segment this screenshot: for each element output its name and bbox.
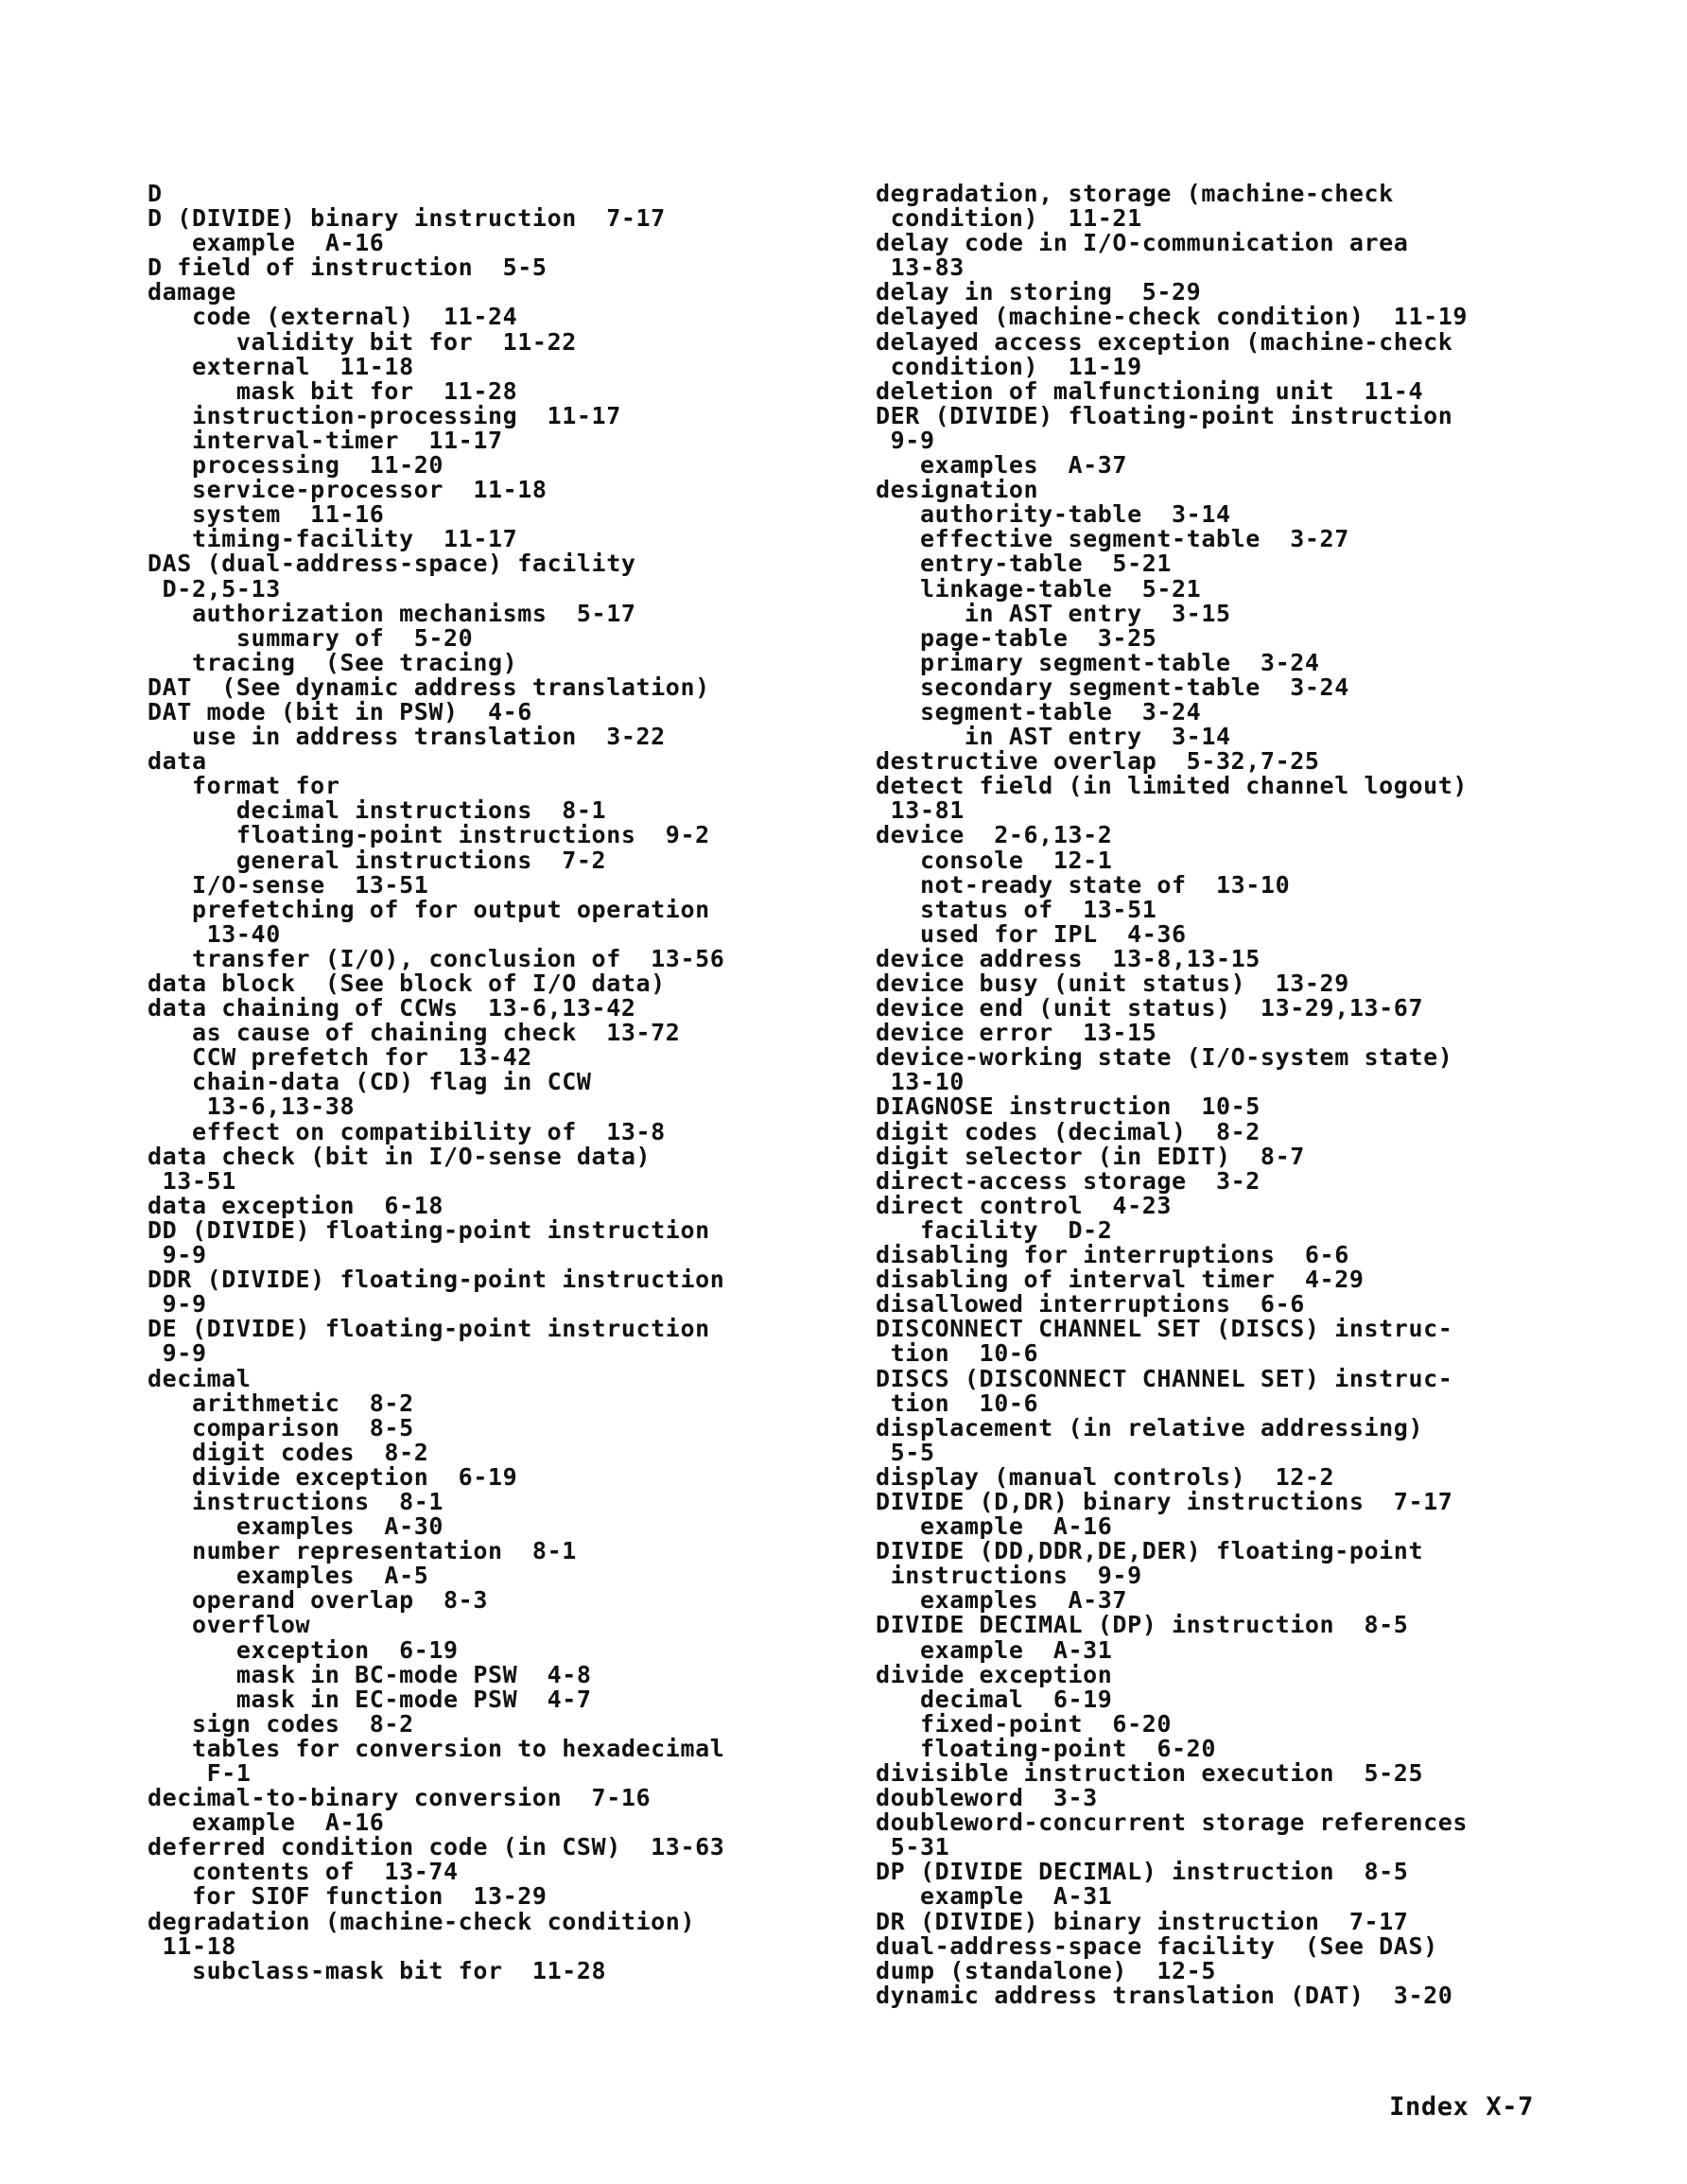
index-entry: data exception 6-18 xyxy=(148,1191,444,1219)
index-entry: prefetching of for output operation xyxy=(148,895,710,923)
index-entry: example A-31 xyxy=(876,1882,1113,1911)
index-entry: degradation, storage (machine-check xyxy=(876,180,1394,207)
index-entry: sign codes 8-2 xyxy=(148,1709,414,1738)
index-entry: number representation 8-1 xyxy=(148,1537,577,1565)
index-entry: divide exception 6-19 xyxy=(148,1462,518,1491)
index-entry: subclass-mask bit for 11-28 xyxy=(148,1956,607,1984)
index-entry: contents of 13-74 xyxy=(148,1858,459,1886)
index-entry: transfer (I/O), conclusion of 13-56 xyxy=(148,944,725,972)
index-entry: console 12-1 xyxy=(876,846,1113,874)
index-entry: DR (DIVIDE) binary instruction 7-17 xyxy=(876,1907,1409,1935)
index-entry: service-processor 11-18 xyxy=(148,476,548,504)
index-entry: dump (standalone) 12-5 xyxy=(876,1956,1216,1984)
index-entry: in AST entry 3-14 xyxy=(876,723,1231,751)
index-entry: linkage-table 5-21 xyxy=(876,574,1202,603)
index-entry: 13-10 xyxy=(876,1068,965,1096)
index-entry: delay in storing 5-29 xyxy=(876,278,1202,306)
index-entry: floating-point instructions 9-2 xyxy=(148,821,710,849)
index-entry: processing 11-20 xyxy=(148,451,444,480)
index-entry: used for IPL 4-36 xyxy=(876,919,1187,948)
index-entry: format for xyxy=(148,772,340,800)
index-entry: condition) 11-21 xyxy=(876,204,1142,233)
index-entry: timing-facility 11-17 xyxy=(148,525,518,553)
index-entry: decimal xyxy=(148,1364,252,1392)
index-entry: 9-9 xyxy=(148,1339,207,1368)
index-entry: CCW prefetch for 13-42 xyxy=(148,1043,532,1072)
index-entry: authority-table 3-14 xyxy=(876,500,1231,529)
index-entry: deferred condition code (in CSW) 13-63 xyxy=(148,1833,725,1861)
index-entry: data xyxy=(148,747,207,776)
index-entry: destructive overlap 5-32,7-25 xyxy=(876,747,1320,776)
index-entry: doubleword-concurrent storage references xyxy=(876,1808,1469,1837)
index-entry: divide exception xyxy=(876,1660,1113,1688)
index-entry: dynamic address translation (DAT) 3-20 xyxy=(876,1981,1453,2009)
index-entry: instructions 8-1 xyxy=(148,1487,444,1515)
index-entry: device 2-6,13-2 xyxy=(876,821,1113,849)
index-entry: external 11-18 xyxy=(148,352,414,380)
index-entry: device end (unit status) 13-29,13-67 xyxy=(876,994,1424,1022)
index-entry: D (DIVIDE) binary instruction 7-17 xyxy=(148,204,666,233)
index-entry: instruction-processing 11-17 xyxy=(148,401,621,429)
index-entry: examples A-37 xyxy=(876,451,1128,480)
index-entry: 13-81 xyxy=(876,796,965,825)
index-entry: tables for conversion to hexadecimal xyxy=(148,1734,725,1762)
index-entry: DP (DIVIDE DECIMAL) instruction 8-5 xyxy=(876,1858,1409,1886)
index-entry: DDR (DIVIDE) floating-point instruction xyxy=(148,1266,725,1294)
index-entry: disabling of interval timer 4-29 xyxy=(876,1266,1365,1294)
index-entry: 5-31 xyxy=(876,1833,950,1861)
index-entry: mask bit for 11-28 xyxy=(148,376,518,405)
index-entry: display (manual controls) 12-2 xyxy=(876,1462,1335,1491)
index-entry: D-2,5-13 xyxy=(148,574,281,603)
index-entry: 9-9 xyxy=(148,1241,207,1269)
index-entry: delayed access exception (machine-check xyxy=(876,327,1453,356)
index-entry: DIVIDE (DD,DDR,DE,DER) floating-point xyxy=(876,1537,1424,1565)
index-entry: delayed (machine-check condition) 11-19 xyxy=(876,303,1469,331)
index-entry: mask in EC-mode PSW 4-7 xyxy=(148,1685,592,1713)
index-entry: instructions 9-9 xyxy=(876,1562,1142,1590)
index-entry: divisible instruction execution 5-25 xyxy=(876,1759,1424,1787)
index-entry: condition) 11-19 xyxy=(876,352,1142,380)
index-entry: code (external) 11-24 xyxy=(148,303,518,331)
index-entry: D xyxy=(148,180,163,207)
index-entry: chain-data (CD) flag in CCW xyxy=(148,1068,592,1096)
index-entry: DAT (See dynamic address translation) xyxy=(148,673,710,701)
index-entry: for SIOF function 13-29 xyxy=(148,1882,548,1911)
index-entry: 13-6,13-38 xyxy=(148,1092,356,1121)
index-entry: examples A-37 xyxy=(876,1586,1128,1615)
index-entry: examples A-30 xyxy=(148,1512,444,1541)
index-entry: 5-5 xyxy=(876,1438,935,1466)
index-entry: primary segment-table 3-24 xyxy=(876,648,1320,676)
index-entry: effective segment-table 3-27 xyxy=(876,525,1349,553)
index-entry: interval-timer 11-17 xyxy=(148,426,503,454)
index-entry: tracing (See tracing) xyxy=(148,648,518,676)
index-entry: exception 6-19 xyxy=(148,1635,459,1664)
index-entry: device error 13-15 xyxy=(876,1019,1157,1047)
index-entry: status of 13-51 xyxy=(876,895,1157,923)
index-entry: direct-access storage 3-2 xyxy=(876,1166,1261,1195)
index-entry: examples A-5 xyxy=(148,1562,429,1590)
index-entry: validity bit for 11-22 xyxy=(148,327,577,356)
index-entry: DE (DIVIDE) floating-point instruction xyxy=(148,1315,710,1343)
index-entry: DD (DIVIDE) floating-point instruction xyxy=(148,1215,710,1244)
index-entry: comparison 8-5 xyxy=(148,1413,414,1441)
index-column-right xyxy=(876,182,1538,2008)
index-entry: decimal instructions 8-1 xyxy=(148,796,607,825)
index-entry: page-table 3-25 xyxy=(876,623,1157,652)
index-entry: 13-83 xyxy=(876,253,965,282)
index-entry: 9-9 xyxy=(148,1290,207,1319)
index-entry: tion 10-6 xyxy=(876,1339,1039,1368)
index-entry: disabling for interruptions 6-6 xyxy=(876,1241,1349,1269)
index-entry: disallowed interruptions 6-6 xyxy=(876,1290,1305,1319)
index-entry: floating-point 6-20 xyxy=(876,1734,1216,1762)
index-entry: digit codes 8-2 xyxy=(148,1438,429,1466)
index-entry: device-working state (I/O-system state) xyxy=(876,1043,1453,1072)
index-entry: damage xyxy=(148,278,236,306)
index-entry: delay code in I/O-communication area xyxy=(876,229,1409,257)
index-entry: device address 13-8,13-15 xyxy=(876,944,1261,972)
index-entry: doubleword 3-3 xyxy=(876,1784,1098,1812)
index-entry: summary of 5-20 xyxy=(148,623,474,652)
index-entry: designation xyxy=(876,476,1039,504)
index-entry: DISCONNECT CHANNEL SET (DISCS) instruc- xyxy=(876,1315,1453,1343)
index-entry: example A-31 xyxy=(876,1635,1113,1664)
index-entry: decimal 6-19 xyxy=(876,1685,1113,1713)
index-entry: arithmetic 8-2 xyxy=(148,1389,414,1417)
index-entry: data chaining of CCWs 13-6,13-42 xyxy=(148,994,636,1022)
index-column-left xyxy=(148,182,809,1983)
index-entry: in AST entry 3-15 xyxy=(876,599,1231,627)
index-entry: 9-9 xyxy=(876,426,935,454)
index-entry: F-1 xyxy=(148,1759,252,1787)
index-entry: DER (DIVIDE) floating-point instruction xyxy=(876,401,1453,429)
index-entry: general instructions 7-2 xyxy=(148,846,607,874)
index-entry: entry-table 5-21 xyxy=(876,550,1173,578)
footer-page-number: X-7 xyxy=(1486,2092,1534,2122)
index-entry: system 11-16 xyxy=(148,500,385,529)
index-entry: operand overlap 8-3 xyxy=(148,1586,488,1615)
index-entry: fixed-point 6-20 xyxy=(876,1709,1173,1738)
index-entry: digit selector (in EDIT) 8-7 xyxy=(876,1142,1305,1170)
index-entry: as cause of chaining check 13-72 xyxy=(148,1019,681,1047)
page-footer xyxy=(1357,2063,1534,2122)
index-entry: facility D-2 xyxy=(876,1215,1113,1244)
footer-section-label: Index xyxy=(1389,2092,1470,2122)
index-entry: tion 10-6 xyxy=(876,1389,1039,1417)
index-entry: example A-16 xyxy=(148,229,385,257)
index-entry: DAT mode (bit in PSW) 4-6 xyxy=(148,697,532,725)
index-entry: effect on compatibility of 13-8 xyxy=(148,1117,666,1145)
index-entry: use in address translation 3-22 xyxy=(148,723,666,751)
index-entry: direct control 4-23 xyxy=(876,1191,1173,1219)
index-entry: device busy (unit status) 13-29 xyxy=(876,970,1349,997)
index-entry: degradation (machine-check condition) xyxy=(148,1907,696,1935)
index-entry: data block (See block of I/O data) xyxy=(148,970,666,997)
index-entry: not-ready state of 13-10 xyxy=(876,870,1291,899)
index-entry: DAS (dual-address-space) facility xyxy=(148,550,636,578)
index-entry: displacement (in relative addressing) xyxy=(876,1413,1424,1441)
index-entry: data check (bit in I/O-sense data) xyxy=(148,1142,652,1170)
index-entry: overflow xyxy=(148,1611,311,1639)
index-entry: 13-51 xyxy=(148,1166,236,1195)
index-entry: example A-16 xyxy=(876,1512,1113,1541)
index-entry: digit codes (decimal) 8-2 xyxy=(876,1117,1261,1145)
index-entry: secondary segment-table 3-24 xyxy=(876,673,1349,701)
index-entry: detect field (in limited channel logout) xyxy=(876,772,1469,800)
index-entry: DIVIDE DECIMAL (DP) instruction 8-5 xyxy=(876,1611,1409,1639)
index-entry: segment-table 3-24 xyxy=(876,697,1202,725)
index-entry: authorization mechanisms 5-17 xyxy=(148,599,636,627)
index-entry: decimal-to-binary conversion 7-16 xyxy=(148,1784,652,1812)
index-entry: example A-16 xyxy=(148,1808,385,1837)
index-entry: 13-40 xyxy=(148,919,281,948)
index-entry: D field of instruction 5-5 xyxy=(148,253,548,282)
index-entry: deletion of malfunctioning unit 11-4 xyxy=(876,376,1424,405)
index-entry: DIVIDE (D,DR) binary instructions 7-17 xyxy=(876,1487,1453,1515)
index-entry: mask in BC-mode PSW 4-8 xyxy=(148,1660,592,1688)
index-entry: dual-address-space facility (See DAS) xyxy=(876,1931,1438,1960)
index-entry: 11-18 xyxy=(148,1931,236,1960)
index-entry: I/O-sense 13-51 xyxy=(148,870,429,899)
index-entry: DISCS (DISCONNECT CHANNEL SET) instruc- xyxy=(876,1364,1453,1392)
index-entry: DIAGNOSE instruction 10-5 xyxy=(876,1092,1261,1121)
